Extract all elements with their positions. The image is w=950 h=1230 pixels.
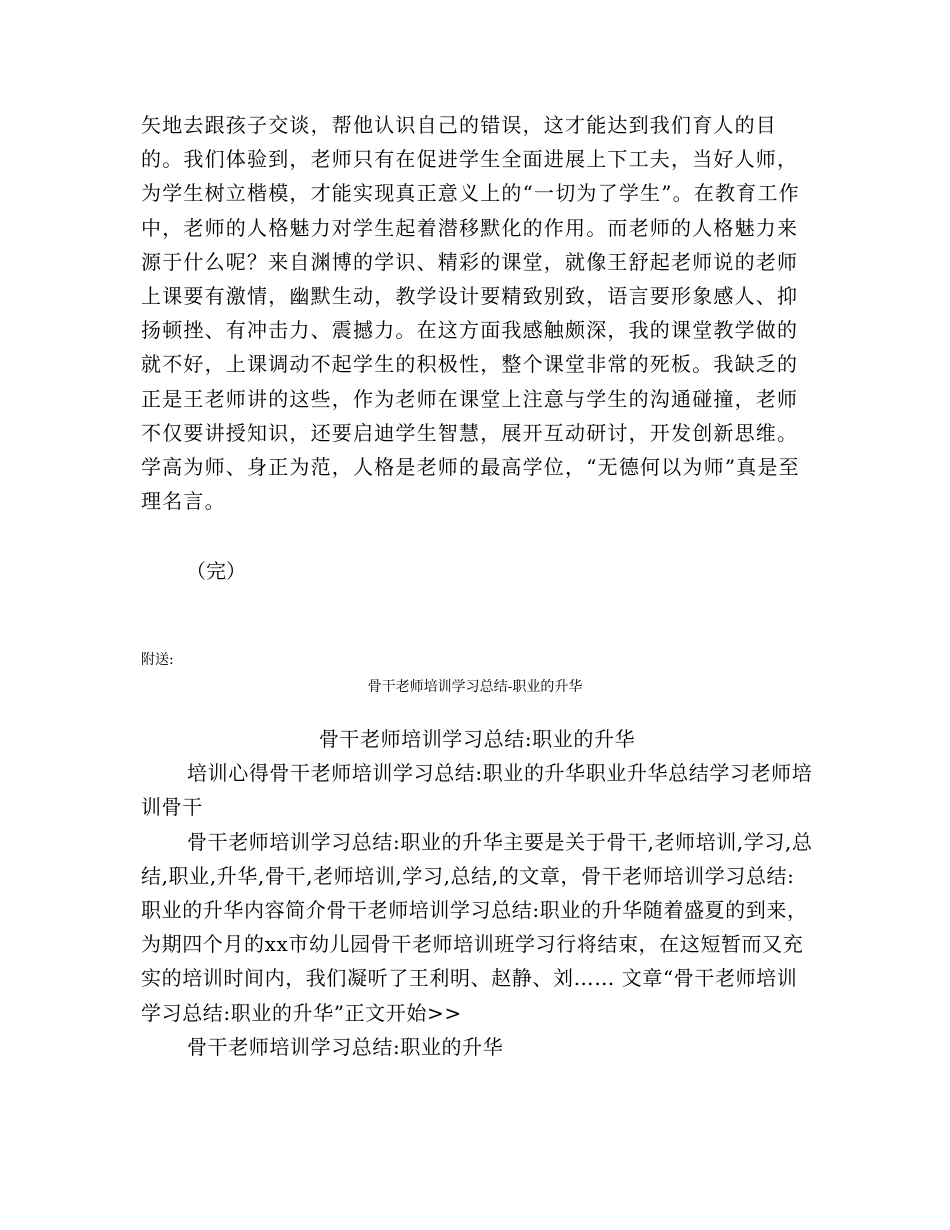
tags-line: 培训心得骨干老师培训学习总结:职业的升华职业升华总结学习老师培训骨干 xyxy=(141,761,813,820)
attachment-subtitle: 骨干老师培训学习总结-职业的升华 xyxy=(367,679,583,695)
article-title: 骨干老师培训学习总结:职业的升华 xyxy=(318,727,636,751)
repeat-title: 骨干老师培训学习总结:职业的升华 xyxy=(187,1034,504,1059)
attached-article xyxy=(141,722,813,1064)
end-mark: （完） xyxy=(186,559,246,583)
attachment-label: 附送: xyxy=(141,652,174,668)
essay-continuation xyxy=(141,108,811,518)
summary-paragraph: 骨干老师培训学习总结:职业的升华主要是关于骨干,老师培训,学习,总结,职业,升华,骨干,老师培训,学习,总结,的文章，骨干老师培训学习总结:职业的升华内容简介骨干老师培训学习总结:职业的升华随着盛夏的到来，为期四个月的xx市幼儿园骨干老师培训班学习行将结束，在这短暂而又充实的培训时间内，我们凝听了王利明、赵静、刘…… 文章“骨干老师培训学习总结:职业的升华”正文开始>> xyxy=(141,829,813,1025)
body-paragraph: 矢地去跟孩子交谈，帮他认识自己的错误，这才能达到我们育人的目的。我们体验到，老师只有在促进学生全面进展上下工夫，当好人师，为学生树立楷模，才能实现真正意义上的“一切为了学生”。在教育工作中，老师的人格魅力对学生起着潜移默化的作用。而老师的人格魅力来源于什么呢？来自渊博的学识、精彩的课堂，就像王舒起老师说的老师上课要有激情，幽默生动，教学设计要精致别致，语言要形象感人、抑扬顿挫、有冲击力、震撼力。在这方面我感触颇深，我的课堂教学做的就不好，上课调动不起学生的积极性，整个课堂非常的死板。我缺乏的正是王老师讲的这些，作为老师在课堂上注意与学生的沟通碰撞，老师不仅要讲授知识，还要启迪学生智慧，展开互动研讨，开发创新思维。学高为师、身正为范，人格是老师的最高学位，“无德何以为师”真是至理名言。 xyxy=(141,113,800,514)
